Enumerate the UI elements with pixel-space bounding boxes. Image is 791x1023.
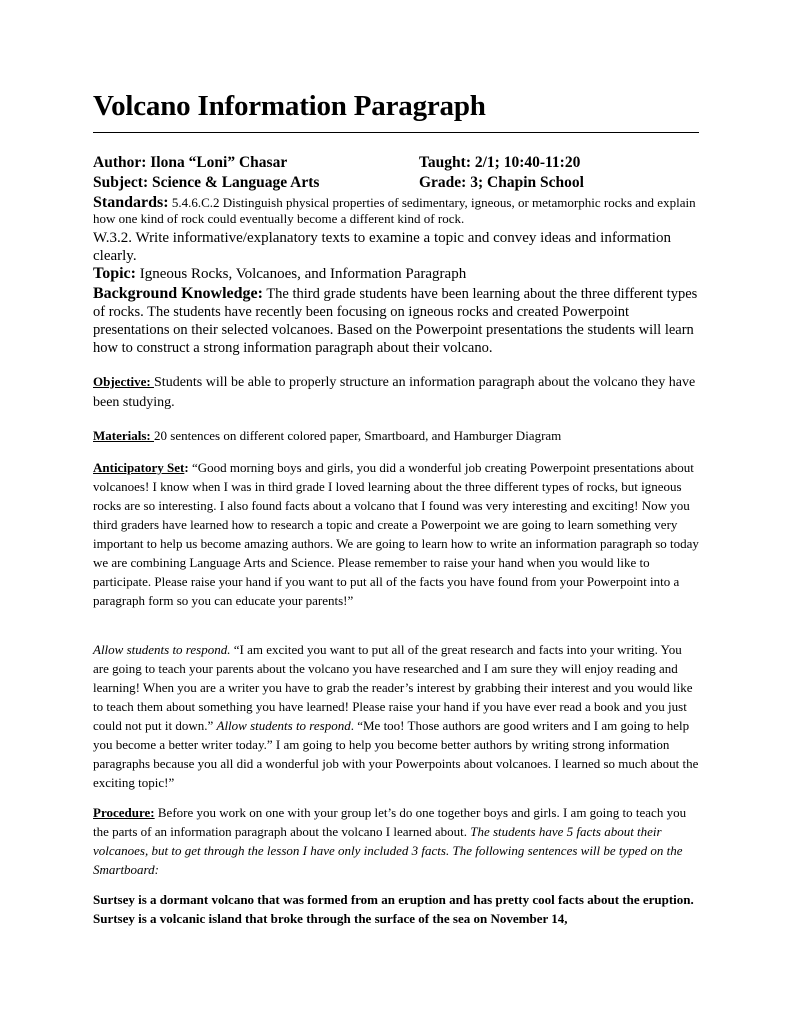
anticipatory-text: “Good morning boys and girls, you did a wonderful job creating Powerpoint presentations about volcanoes! I know when I was in third grade I loved learning about the three different types of rocks, but igneous rocks are so interesting. I also found facts about a volcano that I found was very interesting and exciting! Now you third graders have learned how to research a topic and create a Powerpoint we are going to learn something very important to help us become amazing authors. We are going to learn how to write an information paragraph so today we are combining Language Arts and Science. Please remember to raise your hand when you would like to participate. Please raise your hand if you want to put all of the facts you have found from your Powerpoint into a paragraph form so you can educate your parents!” (93, 460, 699, 608)
topic-label: Topic: (93, 265, 136, 282)
header-row-2 (93, 173, 700, 193)
objective-paragraph (93, 372, 700, 413)
standards-label: Standards: (93, 194, 169, 211)
page-title: Volcano Information Paragraph (93, 90, 486, 122)
taught-line: Taught: 2/1; 10:40-11:20 (419, 154, 581, 171)
background-text: The third grade students have been learning about the three different types of rocks. The students have recently been focusing on igneous rocks and created Powerpoint presentations on their selected volcanoes. Based on the Powerpoint presentations the students will learn how to construct a strong information paragraph about their volcano. (93, 286, 698, 356)
grade-line: Grade: 3; Chapin School (419, 174, 584, 191)
anticipatory-label: Anticipatory Set (93, 460, 185, 475)
objective-text: Students will be able to properly structure an information paragraph about the volcano they have been studying. (93, 375, 696, 410)
topic-line (93, 265, 700, 283)
anticipatory-colon: : (184, 460, 189, 475)
procedure-italic: The students have 5 facts about their volcanoes, but to get through the lesson I have only included 3 facts. The following sentences will be typed on the Smartboard: (93, 824, 683, 877)
anticipatory-set-paragraph (93, 458, 700, 610)
allow-students-paragraph (93, 640, 700, 792)
procedure-paragraph (93, 803, 700, 879)
objective-label: Objective: (93, 374, 155, 389)
title-divider (93, 132, 699, 133)
allow-text-2: . “Me too! Those authors are good writers and I am going to help you become a better writer today.” I am going to help you become better authors by writing strong information paragraphs because you all did a wonderful job with your Powerpoints about volcanoes. I learned so much about the exciting topic!” (93, 718, 699, 790)
subject-line: Subject: Science & Language Arts (93, 174, 320, 191)
materials-text: 20 sentences on different colored paper, Smartboard, and Hamburger Diagram (154, 428, 562, 443)
surtsey-paragraph: Surtsey is a dormant volcano that was formed from an eruption and has pretty cool facts about the eruption. Surtsey is a volcanic island that broke through the surface of the sea on November 14, (93, 892, 694, 926)
procedure-text: Before you work on one with your group let’s do one together boys and girls. I am going to teach you the parts of an information paragraph about the volcano I learned about. (93, 805, 687, 839)
header-row-1 (93, 153, 700, 173)
materials-paragraph (93, 426, 700, 445)
procedure-label: Procedure: (93, 805, 155, 820)
background-paragraph (93, 285, 700, 357)
standards-paragraph (93, 195, 700, 227)
topic-text: Igneous Rocks, Volcanoes, and Information Paragraph (135, 266, 467, 282)
author-line: Author: Ilona “Loni” Chasar (93, 154, 288, 171)
standards-text: 5.4.6.C.2 Distinguish physical properties of sedimentary, igneous, or metamorphic rocks and explain how one kind of rock could eventually become a different kind of rock. (93, 195, 696, 226)
background-label: Background Knowledge: (93, 285, 263, 302)
allow-italic-1: Allow students to respond. (93, 642, 231, 657)
standard-w32: W.3.2. Write informative/explanatory texts to examine a topic and convey ideas and information clearly. (93, 230, 671, 264)
allow-italic-2: Allow students to respond (216, 718, 351, 733)
lesson-header (93, 153, 700, 193)
allow-text-1: “I am excited you want to put all of the great research and facts into your writing. You are going to teach your parents about the volcano you have researched and I am sure they will enjoy reading and learning! When you are a writer you have to grab the reader’s interest by grabbing their interest and you would like to teach them about something you have learned! Please raise your hand if you have ever read a book and you just could not put it down.” (93, 642, 693, 733)
materials-label: Materials: (93, 428, 155, 443)
